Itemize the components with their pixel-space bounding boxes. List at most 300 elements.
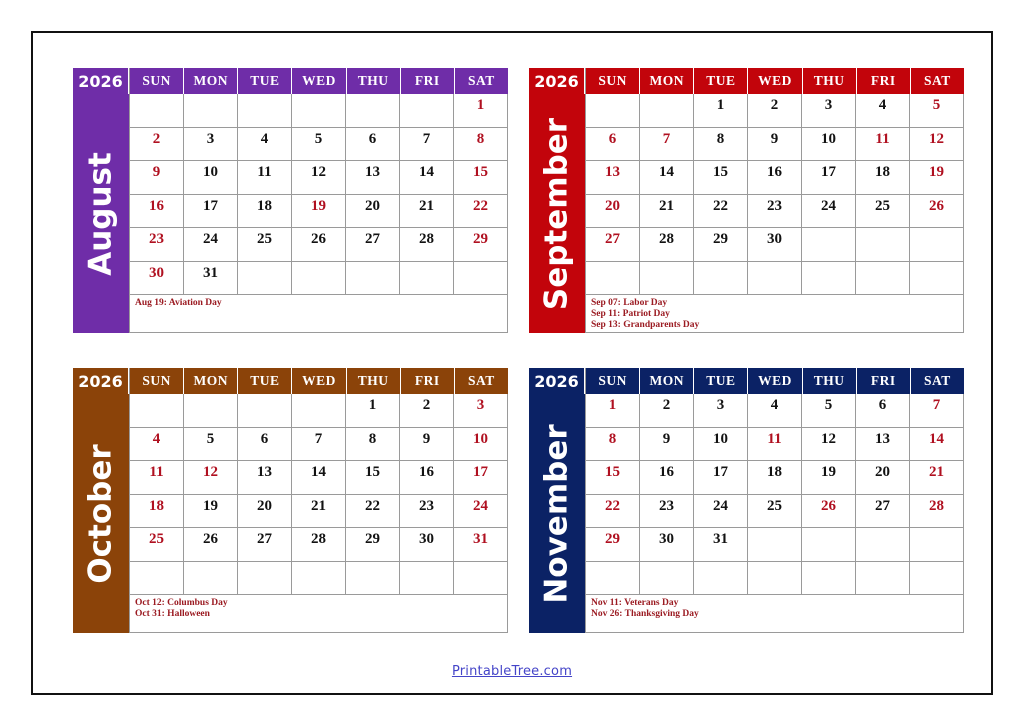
month-calendar-september [529,68,964,333]
week-row [586,428,964,462]
day-number: 12 [929,130,944,147]
day-number: 18 [767,464,782,480]
holiday-note: Oct 31: Halloween [135,609,210,619]
day-number: 7 [662,130,671,147]
day-cell[interactable] [694,195,748,229]
weekday-header-sat: SAT [468,73,495,88]
weekday-header-wed: WED [748,68,802,94]
day-cell[interactable] [346,128,400,162]
holiday-note: Sep 13: Grandparents Day [591,320,700,330]
day-number: 8 [368,430,377,447]
week-row [130,128,508,162]
weekday-header-sat: SAT [924,373,951,388]
day-number: 25 [875,197,890,214]
day-cell[interactable] [400,128,454,162]
day-number: 16 [149,197,164,214]
day-cell-empty [856,562,910,596]
day-number: 15 [713,164,728,180]
day-cell[interactable] [586,228,640,262]
day-number: 12 [821,430,836,447]
day-number: 8 [476,130,485,147]
day-cell-empty [910,562,964,596]
day-cell[interactable] [292,195,346,229]
day-cell[interactable] [454,94,508,128]
day-cell[interactable] [400,195,454,229]
day-number: 22 [713,197,728,214]
day-cell-empty [292,562,346,596]
day-number: 11 [149,464,164,480]
day-number: 25 [149,531,164,547]
weekday-header-tue: TUE [694,368,748,394]
day-cell[interactable] [130,495,184,529]
day-cell-empty [640,562,694,596]
day-number: 11 [257,164,272,180]
day-number: 17 [821,164,836,180]
day-cell[interactable] [640,394,694,428]
weekday-header-tue: TUE [238,368,292,394]
day-number: 2 [152,130,161,147]
day-cell[interactable] [910,495,964,529]
day-number: 28 [311,531,326,547]
day-number: 16 [767,164,782,180]
day-cell[interactable] [802,428,856,462]
day-cell-empty [802,562,856,596]
day-cell[interactable] [802,94,856,128]
day-cell[interactable] [694,394,748,428]
week-row [586,461,964,495]
day-cell[interactable] [802,495,856,529]
day-cell-empty [130,562,184,596]
day-cell-empty [586,262,640,296]
holiday-note: Aug 19: Aviation Day [135,298,222,308]
day-cell[interactable] [856,394,910,428]
day-cell[interactable] [586,128,640,162]
week-row [130,394,508,428]
day-cell[interactable] [694,94,748,128]
day-cell[interactable] [694,495,748,529]
day-number: 12 [203,464,218,480]
day-cell[interactable] [454,195,508,229]
day-cell[interactable] [346,394,400,428]
day-number: 14 [659,164,674,180]
day-cell-empty [802,228,856,262]
day-number: 7 [422,130,431,147]
day-cell[interactable] [346,528,400,562]
day-cell[interactable] [346,195,400,229]
day-number: 17 [203,197,218,214]
day-number: 11 [767,430,782,447]
day-cell[interactable] [910,394,964,428]
month-sidebar-august [73,68,129,333]
week-row [130,262,508,296]
week-row [586,562,964,596]
day-cell-empty [802,528,856,562]
day-cell[interactable] [910,161,964,195]
day-cell[interactable] [130,461,184,495]
day-cell[interactable] [748,228,802,262]
holiday-note: Sep 07: Labor Day [591,298,668,308]
day-cell[interactable] [130,161,184,195]
day-cell[interactable] [454,495,508,529]
day-cell[interactable] [454,394,508,428]
day-cell[interactable] [454,528,508,562]
day-cell-empty [748,262,802,296]
day-cell[interactable] [748,195,802,229]
day-cell[interactable] [694,428,748,462]
day-cell[interactable] [802,161,856,195]
day-number: 7 [314,430,323,447]
day-cell[interactable] [910,128,964,162]
day-cell[interactable] [346,461,400,495]
day-cell[interactable] [130,428,184,462]
day-cell[interactable] [400,495,454,529]
day-cell-empty [454,562,508,596]
day-cell[interactable] [694,128,748,162]
day-cell[interactable] [292,461,346,495]
day-number: 19 [929,164,944,180]
day-number: 20 [257,497,272,514]
weekday-header-sat: SAT [924,73,951,88]
day-number: 29 [365,531,380,547]
day-cell[interactable] [184,195,238,229]
holiday-notes-october [130,595,508,633]
day-number: 27 [257,531,272,547]
day-number: 17 [473,464,488,480]
week-row [130,562,508,596]
day-cell[interactable] [640,228,694,262]
day-number: 19 [203,497,218,514]
day-cell[interactable] [238,461,292,495]
day-cell[interactable] [454,228,508,262]
day-number: 29 [713,231,728,247]
day-number: 20 [605,197,620,214]
day-number: 30 [767,231,782,247]
day-cell[interactable] [910,461,964,495]
day-cell-empty [640,94,694,128]
day-cell[interactable] [856,461,910,495]
day-cell[interactable] [130,528,184,562]
weekday-header-sun: SUN [586,368,640,394]
day-cell[interactable] [346,495,400,529]
day-number: 15 [605,464,620,480]
day-cell[interactable] [856,428,910,462]
month-sidebar-november [529,368,585,633]
day-cell-empty [130,94,184,128]
day-cell-empty [856,262,910,296]
day-cell[interactable] [292,161,346,195]
day-cell[interactable] [910,428,964,462]
day-cell[interactable] [748,495,802,529]
day-cell[interactable] [292,495,346,529]
day-cell-empty [910,528,964,562]
day-number: 9 [662,430,671,447]
week-row [130,195,508,229]
day-cell[interactable] [640,428,694,462]
weekday-header-row-august [130,68,508,94]
day-cell[interactable] [400,394,454,428]
day-cell[interactable] [238,495,292,529]
month-name-august: August [82,151,119,276]
day-cell-empty [748,562,802,596]
day-number: 30 [149,264,164,281]
day-cell-empty [910,262,964,296]
day-cell[interactable] [130,128,184,162]
holiday-note: Nov 26: Thanksgiving Day [591,609,699,619]
day-number: 19 [821,464,836,480]
day-number: 14 [929,430,944,447]
day-cell-empty [748,528,802,562]
week-row [130,428,508,462]
day-cell[interactable] [748,394,802,428]
day-cell[interactable] [856,161,910,195]
day-cell[interactable] [238,428,292,462]
day-number: 21 [419,197,434,214]
day-number: 4 [152,430,161,447]
day-number: 6 [878,397,887,413]
day-cell[interactable] [400,161,454,195]
week-row [586,262,964,296]
day-number: 24 [713,497,728,514]
day-cell-empty [346,94,400,128]
day-cell[interactable] [802,461,856,495]
day-cell[interactable] [856,195,910,229]
week-row [586,528,964,562]
day-cell[interactable] [640,495,694,529]
day-number: 17 [713,464,728,480]
day-number: 27 [365,231,380,247]
day-cell[interactable] [802,394,856,428]
day-number: 10 [821,130,836,147]
weekday-header-fri: FRI [401,68,455,94]
day-number: 22 [605,497,620,514]
day-cell[interactable] [400,428,454,462]
day-cell[interactable] [292,428,346,462]
day-cell[interactable] [292,128,346,162]
day-cell[interactable] [454,461,508,495]
week-row [130,528,508,562]
month-name-october: October [82,443,119,584]
month-grid-august [129,68,508,333]
weekday-header-fri: FRI [857,368,911,394]
day-cell[interactable] [586,428,640,462]
day-cell[interactable] [856,495,910,529]
day-cell-empty [400,262,454,296]
day-cell[interactable] [586,195,640,229]
day-cell[interactable] [400,228,454,262]
day-cell-empty [694,262,748,296]
day-number: 30 [419,531,434,547]
day-cell[interactable] [640,161,694,195]
weekday-header-sat: SAT [468,373,495,388]
day-cell[interactable] [640,128,694,162]
day-number: 2 [662,397,671,413]
day-cell[interactable] [238,128,292,162]
weekday-header-thu: THU [803,68,857,94]
week-row [586,394,964,428]
day-number: 18 [149,497,164,514]
day-number: 5 [932,97,941,113]
day-cell-empty [238,262,292,296]
week-row [586,128,964,162]
day-number: 23 [419,497,434,514]
day-number: 23 [149,231,164,247]
day-number: 26 [311,231,326,247]
day-cell-empty [184,562,238,596]
day-cell[interactable] [748,428,802,462]
printabletree-link[interactable]: PrintableTree.com [451,664,573,679]
day-number: 15 [365,464,380,480]
day-cell[interactable] [400,461,454,495]
day-cell[interactable] [184,461,238,495]
day-cell[interactable] [184,262,238,296]
day-number: 28 [929,497,944,514]
day-number: 23 [659,497,674,514]
holiday-notes-august [130,295,508,333]
day-cell-empty [292,94,346,128]
day-cell[interactable] [586,394,640,428]
day-cell[interactable] [400,528,454,562]
day-cell-empty [694,562,748,596]
day-number: 24 [203,231,218,247]
day-cell[interactable] [292,528,346,562]
day-cell[interactable] [748,461,802,495]
day-cell[interactable] [802,128,856,162]
day-cell[interactable] [640,195,694,229]
day-cell[interactable] [184,428,238,462]
day-number: 10 [713,430,728,447]
day-number: 13 [875,430,890,447]
day-number: 6 [260,430,269,447]
day-number: 6 [368,130,377,147]
week-row [130,228,508,262]
day-number: 27 [605,231,620,247]
day-cell-empty [238,394,292,428]
weekday-header-tue: TUE [238,68,292,94]
day-cell[interactable] [748,161,802,195]
day-cell[interactable] [748,128,802,162]
day-cell[interactable] [694,228,748,262]
day-number: 14 [311,464,326,480]
month-sidebar-september [529,68,585,333]
day-cell[interactable] [586,461,640,495]
weekday-header-wed: WED [292,368,346,394]
day-cell[interactable] [856,128,910,162]
day-number: 28 [419,231,434,247]
month-name-wrapper-september [529,94,585,333]
year-label-november: 2026 [529,368,585,394]
day-number: 13 [257,464,272,480]
day-number: 9 [422,430,431,447]
day-number: 26 [929,197,944,214]
day-number: 16 [659,464,674,480]
day-cell[interactable] [694,528,748,562]
day-cell-empty [130,394,184,428]
day-cell[interactable] [292,228,346,262]
day-number: 24 [473,497,488,514]
day-cell[interactable] [130,195,184,229]
day-number: 1 [476,97,485,113]
day-cell[interactable] [454,128,508,162]
day-cell[interactable] [640,528,694,562]
day-cell[interactable] [184,128,238,162]
weekday-header-thu: THU [347,68,401,94]
day-cell[interactable] [130,228,184,262]
day-cell[interactable] [346,228,400,262]
day-cell-empty [292,262,346,296]
day-cell[interactable] [184,495,238,529]
day-cell[interactable] [238,195,292,229]
day-cell[interactable] [238,228,292,262]
day-number: 22 [473,197,488,214]
week-row [130,161,508,195]
day-cell[interactable] [856,94,910,128]
day-cell[interactable] [910,195,964,229]
day-cell[interactable] [586,161,640,195]
day-cell[interactable] [454,428,508,462]
day-cell[interactable] [346,428,400,462]
day-number: 16 [419,464,434,480]
day-number: 31 [203,264,218,281]
day-cell-empty [184,94,238,128]
day-cell[interactable] [910,94,964,128]
day-cell[interactable] [586,495,640,529]
day-number: 21 [659,197,674,214]
day-cell[interactable] [238,528,292,562]
week-row [586,495,964,529]
week-row [586,195,964,229]
day-number: 9 [152,164,161,180]
day-number: 5 [314,130,323,147]
day-number: 22 [365,497,380,514]
year-label-september: 2026 [529,68,585,94]
day-number: 14 [419,164,434,180]
day-number: 12 [311,164,326,180]
holiday-notes-november [586,595,964,633]
day-cell[interactable] [748,94,802,128]
weekday-header-mon: MON [640,68,694,94]
day-cell-empty [586,94,640,128]
holiday-notes-september [586,295,964,333]
weekday-header-tue: TUE [694,68,748,94]
holiday-note: Oct 12: Columbus Day [135,598,228,608]
day-cell[interactable] [586,528,640,562]
day-cell[interactable] [454,161,508,195]
day-number: 8 [716,130,725,147]
day-cell[interactable] [184,161,238,195]
day-number: 23 [767,197,782,214]
day-number: 6 [608,130,617,147]
day-number: 21 [311,497,326,514]
day-cell[interactable] [694,161,748,195]
month-calendar-august [73,68,508,333]
day-number: 19 [311,197,326,214]
month-name-wrapper-october [73,394,129,633]
month-calendar-november [529,368,964,633]
day-cell[interactable] [802,195,856,229]
page-footer [0,662,1024,680]
day-cell[interactable] [130,262,184,296]
day-cell[interactable] [640,461,694,495]
weekday-header-row-september [586,68,964,94]
day-cell[interactable] [184,228,238,262]
day-cell[interactable] [238,161,292,195]
day-cell-empty [292,394,346,428]
day-number: 10 [473,430,488,447]
day-cell[interactable] [694,461,748,495]
day-cell[interactable] [184,528,238,562]
day-cell[interactable] [346,161,400,195]
year-label-august: 2026 [73,68,129,94]
